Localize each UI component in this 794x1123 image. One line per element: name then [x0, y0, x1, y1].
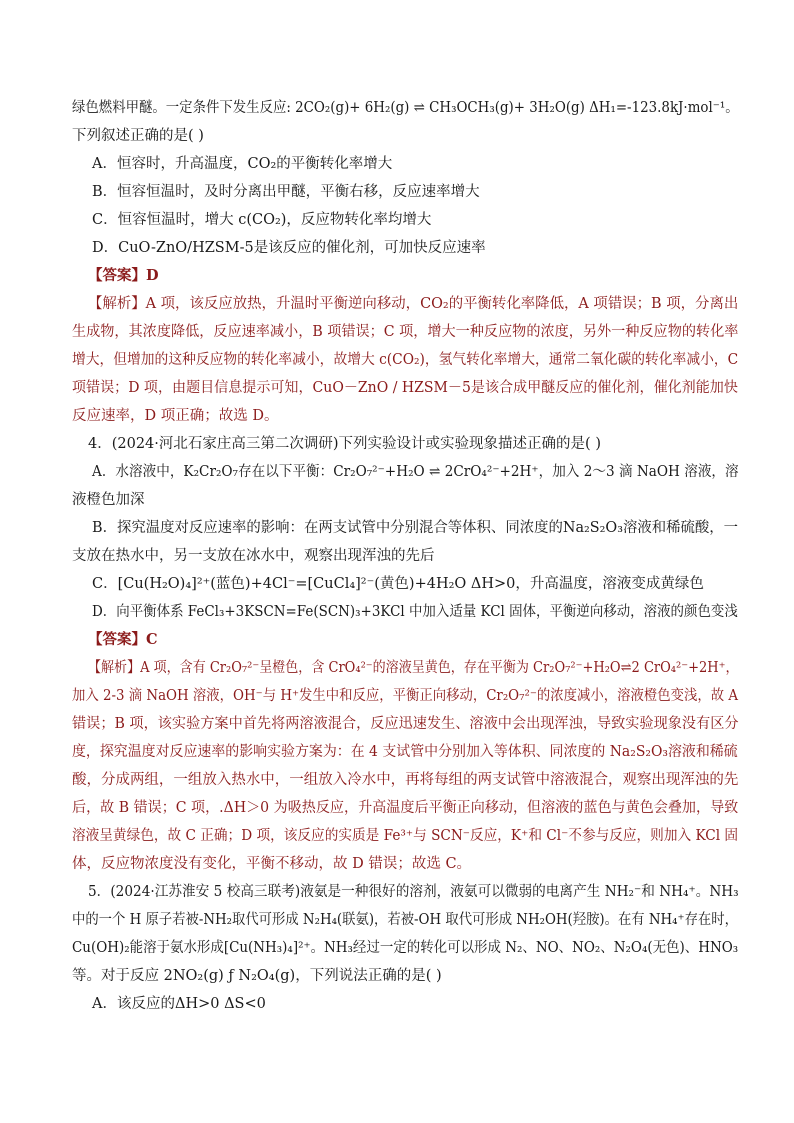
question4-option-c: C．[Cu(H₂O)₄]²⁺(蓝色)+4Cl⁻=[CuCl₄]²⁻(黄色)+4H₂O ΔH>0，升高温度，溶液变成黄绿色 — [92, 576, 704, 592]
question3-option-c: C．恒容恒温时，增大 c(CO₂)，反应物转化率均增大 — [92, 212, 432, 228]
question3-analysis-line3: 增大，但增加的这种反应物的转化率减小，故增大 c(CO₂)，氢气转化率增大，通常二氧化碳的转化率减小，C — [72, 352, 739, 368]
question4-analysis-line5: 酸，分成两组，一组放入热水中，一组放入冷水中，再将每组的两支试管中溶液混合，观察出现浑浊的先 — [72, 772, 739, 788]
question3-option-a: A．恒容时，升高温度，CO₂的平衡转化率增大 — [92, 156, 393, 172]
question4-option-a-line1: A．水溶液中，K₂Cr₂O₇存在以下平衡：Cr₂O₇²⁻+H₂O ⇌ 2CrO₄²⁻+2H⁺，加入 2～3 滴 NaOH 溶液，溶 — [92, 464, 739, 480]
question3-stem-line2: 下列叙述正确的是( ) — [72, 128, 204, 144]
question4-analysis-line2: 加入 2-3 滴 NaOH 溶液，OH⁻与 H⁺发生中和反应，平衡正向移动，Cr₂O₇²⁻的浓度减小，溶液橙色变浅，故 A — [72, 688, 738, 704]
question4-option-a-line2: 液橙色加深 — [72, 492, 145, 508]
question5-stem-line2: 中的一个 H 原子若被-NH₂取代可形成 N₂H₄(联氨)，若被-OH 取代可形成 NH₂OH(羟胺)。在有 NH₄⁺存在时， — [72, 912, 738, 928]
question4-analysis-line6: 后，故 B 错误；C 项，.ΔH＞0 为吸热反应，升高温度后平衡正向移动，但溶液的蓝色与黄色会叠加，导致 — [72, 800, 739, 816]
question3-analysis-line4: 项错误；D 项，由题目信息提示可知，CuO－ZnO / HZSM－5是该合成甲醚反应的催化剂，催化剂能加快 — [72, 380, 738, 396]
question4-option-d: D．向平衡体系 FeCl₃+3KSCN=Fe(SCN)₃+3KCl 中加入适量 KCl 固体，平衡逆向移动，溶液的颜色变浅 — [92, 604, 738, 620]
question4-answer: 【答案】C — [88, 631, 158, 648]
question5-stem-line3: Cu(OH)₂能溶于氨水形成[Cu(NH₃)₄]²⁺。NH₃经过一定的转化可以形成 N₂、NO、NO₂、N₂O₄(无色)、HNO₃ — [72, 940, 739, 956]
question5-stem-line4: 等。对于反应 2NO₂(g) ƒ N₂O₄(g)，下列说法正确的是( ) — [72, 968, 442, 984]
question4-option-b-line1: B．探究温度对反应速率的影响：在两支试管中分别混合等体积、同浓度的Na₂S₂O₃溶液和稀硫酸，一 — [92, 520, 739, 536]
question3-analysis-line5: 反应速率，D 项正确；故选 D。 — [72, 408, 279, 424]
question4-analysis-line4: 度，探究温度对反应速率的影响实验方案为：在 4 支试管中分别加入等体积、同浓度的 Na₂S₂O₃溶液和稀硫 — [72, 744, 738, 760]
question3-answer: 【答案】D — [88, 267, 159, 284]
question3-analysis-line2: 生成物，其浓度降低，反应速率减小，B 项错误；C 项，增大一种反应物的浓度，另外一种反应物的转化率 — [72, 324, 739, 340]
question4-option-b-line2: 支放在热水中，另一支放在冰水中，观察出现浑浊的先后 — [72, 548, 435, 564]
question3-option-d: D．CuO-ZnO/HZSM-5是该反应的催化剂，可加快反应速率 — [92, 240, 486, 256]
question3-analysis-line1: 【解析】A 项，该反应放热，升温时平衡逆向移动，CO₂的平衡转化率降低，A 项错误；B 项，分离出 — [88, 296, 739, 312]
question3-stem-line1: 绿色燃料甲醚。一定条件下发生反应: 2CO₂(g)+ 6H₂(g) ⇌ CH₃OCH₃(g)+ 3H₂O(g) ΔH₁=-123.8kJ·mol⁻¹。 — [72, 100, 739, 116]
question5-option-a: A．该反应的ΔH>0 ΔS<0 — [92, 996, 266, 1012]
question4-stem: 4．(2024·河北石家庄高三第二次调研)下列实验设计或实验现象描述正确的是( ) — [88, 436, 601, 452]
question4-analysis-line3: 错误；B 项，该实验方案中首先将两溶液混合，反应迅速发生、溶液中会出现浑浊，导致实验现象没有区分 — [72, 716, 739, 732]
question4-analysis-line7: 溶液呈黄绿色，故 C 正确；D 项，该反应的实质是 Fe³⁺与 SCN⁻反应，K⁺和 Cl⁻不参与反应，则加入 KCl 固 — [72, 828, 739, 844]
question4-analysis-line8: 体，反应物浓度没有变化，平衡不移动，故 D 错误；故选 C。 — [72, 856, 472, 872]
question5-stem-line1: 5．(2024·江苏淮安 5 校高三联考)液氨是一种很好的溶剂，液氨可以微弱的电离产生 NH₂⁻和 NH₄⁺。NH₃ — [88, 884, 739, 900]
question4-analysis-line1: 【解析】A 项，含有 Cr₂O₇²⁻呈橙色，含 CrO₄²⁻的溶液呈黄色，存在平衡为 Cr₂O₇²⁻+H₂O⇌2 CrO₄²⁻+2H⁺， — [88, 660, 739, 676]
question3-option-b: B．恒容恒温时，及时分离出甲醚，平衡右移，反应速率增大 — [92, 184, 480, 200]
